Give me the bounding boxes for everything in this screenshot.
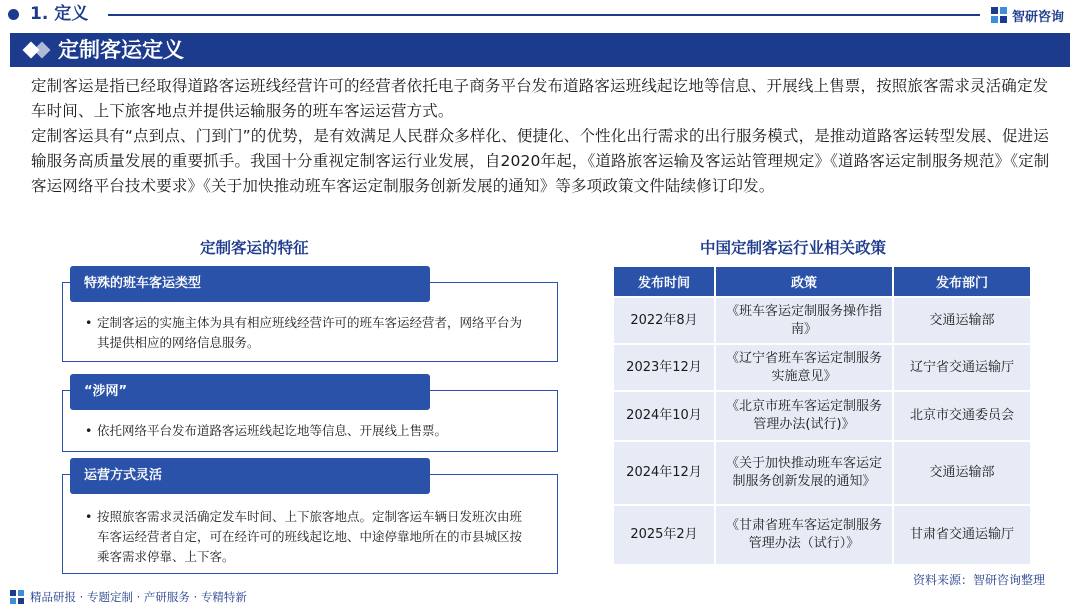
brand (990, 5, 1064, 25)
table-row (614, 442, 1030, 504)
bullet: • (85, 509, 93, 524)
cell-policy: 《北京市班车客运定制服务管理办法(试行)》 (716, 392, 892, 440)
cell-date: 2022年8月 (614, 298, 714, 343)
feature-text: 按照旅客需求灵活确定发车时间、上下旅客地点。定制客运车辆日发班次由班车客运经营者自定，可在经许可的班线起讫地、中途停靠地所在的市县城区按乘客需求停靠、上下客。 (97, 509, 523, 564)
cell-date: 2024年12月 (614, 442, 714, 504)
cell-policy: 《辽宁省班车客运定制服务实施意见》 (716, 345, 892, 390)
features-title: 定制客运的特征 (200, 239, 309, 257)
cell-date: 2024年10月 (614, 392, 714, 440)
feature-label-chip (70, 458, 430, 494)
feature-body (85, 507, 525, 567)
feature-label-chip (70, 374, 430, 410)
feature-label: “涉网” (84, 384, 128, 399)
top-bar (0, 0, 1080, 30)
feature-body (85, 313, 525, 353)
table-row (614, 345, 1030, 390)
feature-text: 依托网络平台发布道路客运班线起讫地等信息、开展线上售票。 (97, 423, 448, 438)
footer-text: 精品研报 · 专题定制 · 产研服务 · 专精特新 (30, 590, 247, 604)
policies-title: 中国定制客运行业相关政策 (700, 239, 887, 257)
table-row (614, 298, 1030, 343)
feature-label: 运营方式灵活 (84, 468, 163, 483)
cell-dept: 交通运输部 (894, 298, 1030, 343)
policy-table (612, 265, 1032, 566)
feature-label-chip (70, 266, 430, 302)
header-divider (108, 14, 980, 16)
title-bar (10, 33, 1070, 67)
bullet: • (85, 423, 93, 438)
column-header-policy: 政策 (716, 267, 892, 296)
cell-date: 2023年12月 (614, 345, 714, 390)
section-label: 1. 定义 (30, 4, 89, 24)
feature-card-1 (62, 276, 558, 362)
feature-label: 特殊的班车客运类型 (84, 276, 202, 291)
brand-logo-icon (990, 6, 1008, 24)
feature-card-2 (62, 384, 558, 452)
brand-name: 智研咨询 (1012, 9, 1065, 25)
feature-card-3 (62, 468, 558, 574)
cell-policy: 《关于加快推动班车客运定制服务创新发展的通知》 (716, 442, 892, 504)
cell-date: 2025年2月 (614, 506, 714, 564)
column-header-date: 发布时间 (614, 267, 714, 296)
bullet: • (85, 315, 93, 330)
source-note: 资料来源：智研咨询整理 (913, 573, 1046, 587)
feature-text: 定制客运的实施主体为具有相应班线经营许可的班车客运经营者，网络平台为其提供相应的网络信息服务。 (97, 315, 523, 350)
cell-dept: 北京市交通委员会 (894, 392, 1030, 440)
footer (10, 587, 247, 607)
intro-paragraph-1: 定制客运是指已经取得道路客运班线经营许可的经营者依托电子商务平台发布道路客运班线起讫地等信息、开展线上售票，按照旅客需求灵活确定发车时间、上下旅客地点并提供运输服务的班车客运运营方式。 (31, 77, 1049, 120)
diamond-icon (34, 42, 51, 59)
cell-policy: 《班车客运定制服务操作指南》 (716, 298, 892, 343)
table-row (614, 392, 1030, 440)
section-dot-icon (8, 9, 19, 20)
cell-dept: 甘肃省交通运输厅 (894, 506, 1030, 564)
cell-dept: 辽宁省交通运输厅 (894, 345, 1030, 390)
footer-logo-icon (10, 590, 24, 604)
feature-body (85, 421, 525, 441)
column-header-dept: 发布部门 (894, 267, 1030, 296)
cell-dept: 交通运输部 (894, 442, 1030, 504)
cell-policy: 《甘肃省班车客运定制服务管理办法（试行）》 (716, 506, 892, 564)
page-title: 定制客运定义 (58, 38, 184, 62)
intro-text (31, 74, 1061, 199)
intro-paragraph-2: 定制客运具有“点到点、门到门”的优势，是有效满足人民群众多样化、便捷化、个性化出行需求的出行服务模式，是推动道路客运转型发展、促进运输服务高质量发展的重要抓手。我国十分重视定制客运行业发展，自2020年起，《道路旅客运输及客运站管理规定》《道路客运定制服务规范》《定制客运网络平台技术要求》《关于加快推动班车客运定制服务创新发展的通知》等多项政策文件陆续修订印发。 (31, 127, 1050, 195)
table-header-row (614, 267, 1030, 296)
table-row (614, 506, 1030, 564)
